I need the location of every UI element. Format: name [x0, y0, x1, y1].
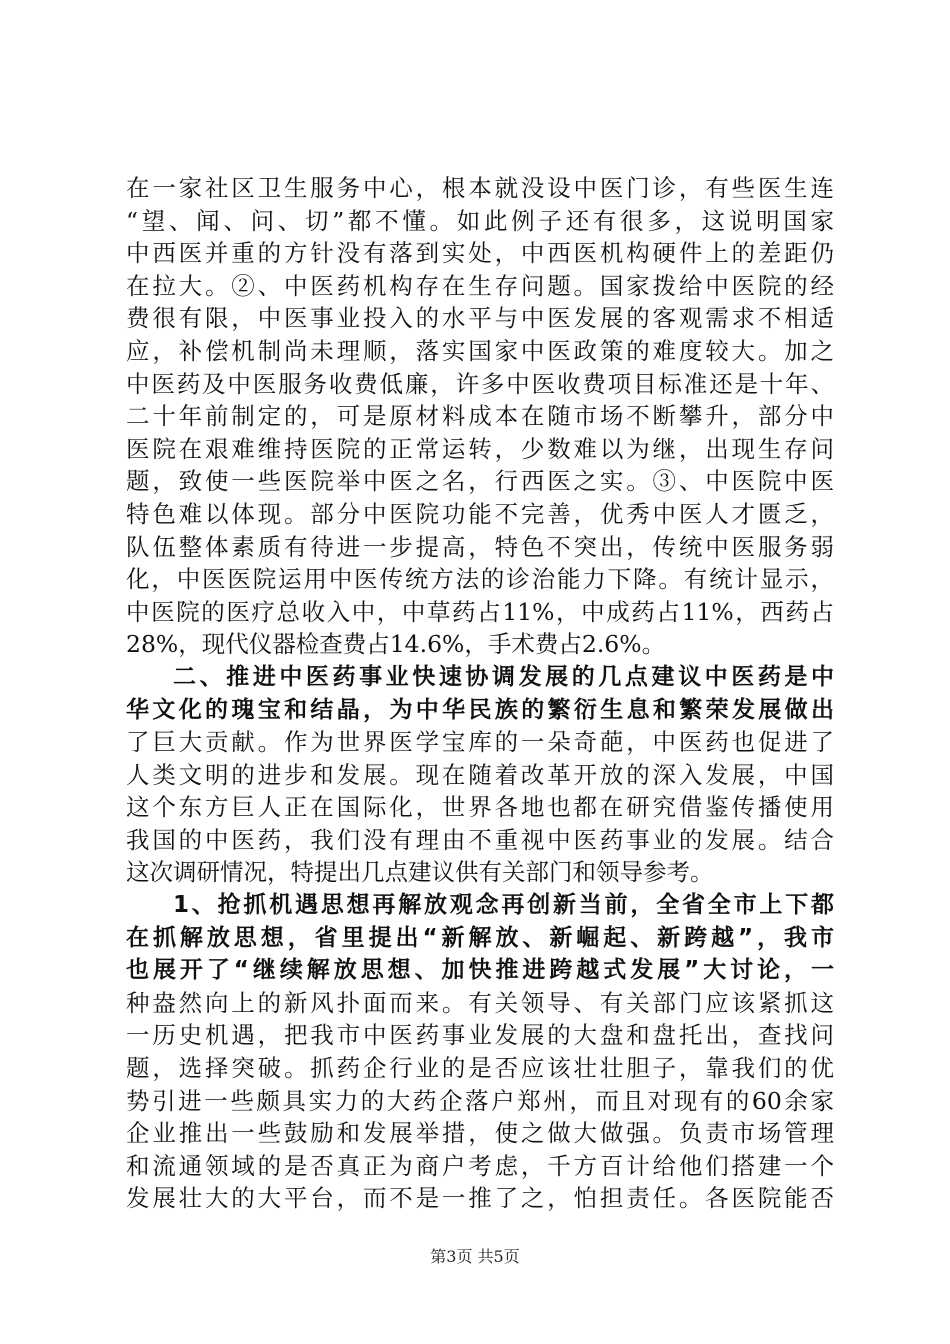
text-line: 应，补偿机制尚未理顺，落实国家中医政策的难度较大。加之	[126, 336, 834, 365]
text-line: 二、推进中医药事业快速协调发展的几点建议中医药是中	[173, 663, 834, 690]
text-line: 人类文明的进步和发展。现在随着改革开放的深入发展，中国	[126, 760, 834, 789]
text-line: 二十年前制定的，可是原材料成本在随市场不断攀升，部分中	[126, 402, 834, 431]
text-line: 中医药及中医服务收费低廉，许多中医收费项目标准还是十年、	[126, 369, 834, 398]
text-line: 势引进一些颇具实力的大药企落户郑州，而且对现有的60余家	[126, 1086, 834, 1115]
text-line: 在抓解放思想，省里提出“新解放、新崛起、新跨越”，我市	[126, 924, 834, 951]
text-line: 也展开了“继续解放思想、加快推进跨越式发展”大讨论，一	[126, 957, 834, 984]
text-line: 这次调研情况，特提出几点建议供有关部门和领导参考。	[126, 858, 714, 887]
text-line: 题，致使一些医院举中医之名，行西医之实。③、中医院中医	[126, 467, 834, 496]
text-line: 种盎然向上的新风扑面而来。有关领导、有关部门应该紧抓这	[126, 988, 834, 1017]
text-line: 特色难以体现。部分中医院功能不完善，优秀中医人才匮乏，	[126, 499, 834, 528]
text-line: 华文化的瑰宝和结晶，为中华民族的繁衍生息和繁荣发展做出	[126, 696, 834, 723]
text-line: 题，选择突破。抓药企行业的是否应该壮壮胆子，靠我们的优	[126, 1054, 834, 1083]
text-line: 化，中医医院运用中医传统方法的诊治能力下降。有统计显示，	[126, 565, 834, 594]
text-line: 这个东方巨人正在国际化，世界各地也都在研究借鉴传播使用	[126, 793, 834, 822]
text-line: 1、抢抓机遇思想再解放观念再创新当前，全省全市上下都	[173, 892, 834, 919]
text-line: 费很有限，中医事业投入的水平与中医发展的客观需求不相适	[126, 304, 834, 333]
text-line: “望、闻、问、切”都不懂。如此例子还有很多，这说明国家	[126, 206, 834, 235]
text-line: 了巨大贡献。作为世界医学宝库的一朵奇葩，中医药也促进了	[126, 728, 834, 757]
text-line: 一历史机遇，把我市中医药事业发展的大盘和盘托出，查找问	[126, 1021, 834, 1050]
text-line: 在拉大。②、中医药机构存在生存问题。国家拨给中医院的经	[126, 271, 834, 300]
page-footer: 第3页 共5页	[430, 1247, 520, 1266]
text-line: 发展壮大的大平台，而不是一推了之，怕担责任。各医院能否	[126, 1184, 834, 1213]
text-line: 中西医并重的方针没有落到实处，中西医机构硬件上的差距仍	[126, 239, 834, 268]
text-line: 和流通领域的是否真正为商户考虑，千方百计给他们搭建一个	[126, 1151, 834, 1180]
body-text	[126, 172, 834, 1215]
text-line: 28%，现代仪器检查费占14.6%，手术费占2.6%。	[126, 630, 666, 659]
text-line: 队伍整体素质有待进一步提高，特色不突出，传统中医服务弱	[126, 532, 834, 561]
text-line: 在一家社区卫生服务中心，根本就没设中医门诊，有些医生连	[126, 174, 834, 202]
text-line: 中医院的医疗总收入中，中草药占11%，中成药占11%，西药占	[126, 597, 834, 626]
text-line: 医院在艰难维持医院的正常运转，少数难以为继，出现生存问	[126, 434, 834, 463]
text-line: 我国的中医药，我们没有理由不重视中医药事业的发展。结合	[126, 825, 834, 854]
text-line: 企业推出一些鼓励和发展举措，使之做大做强。负责市场管理	[126, 1119, 834, 1148]
